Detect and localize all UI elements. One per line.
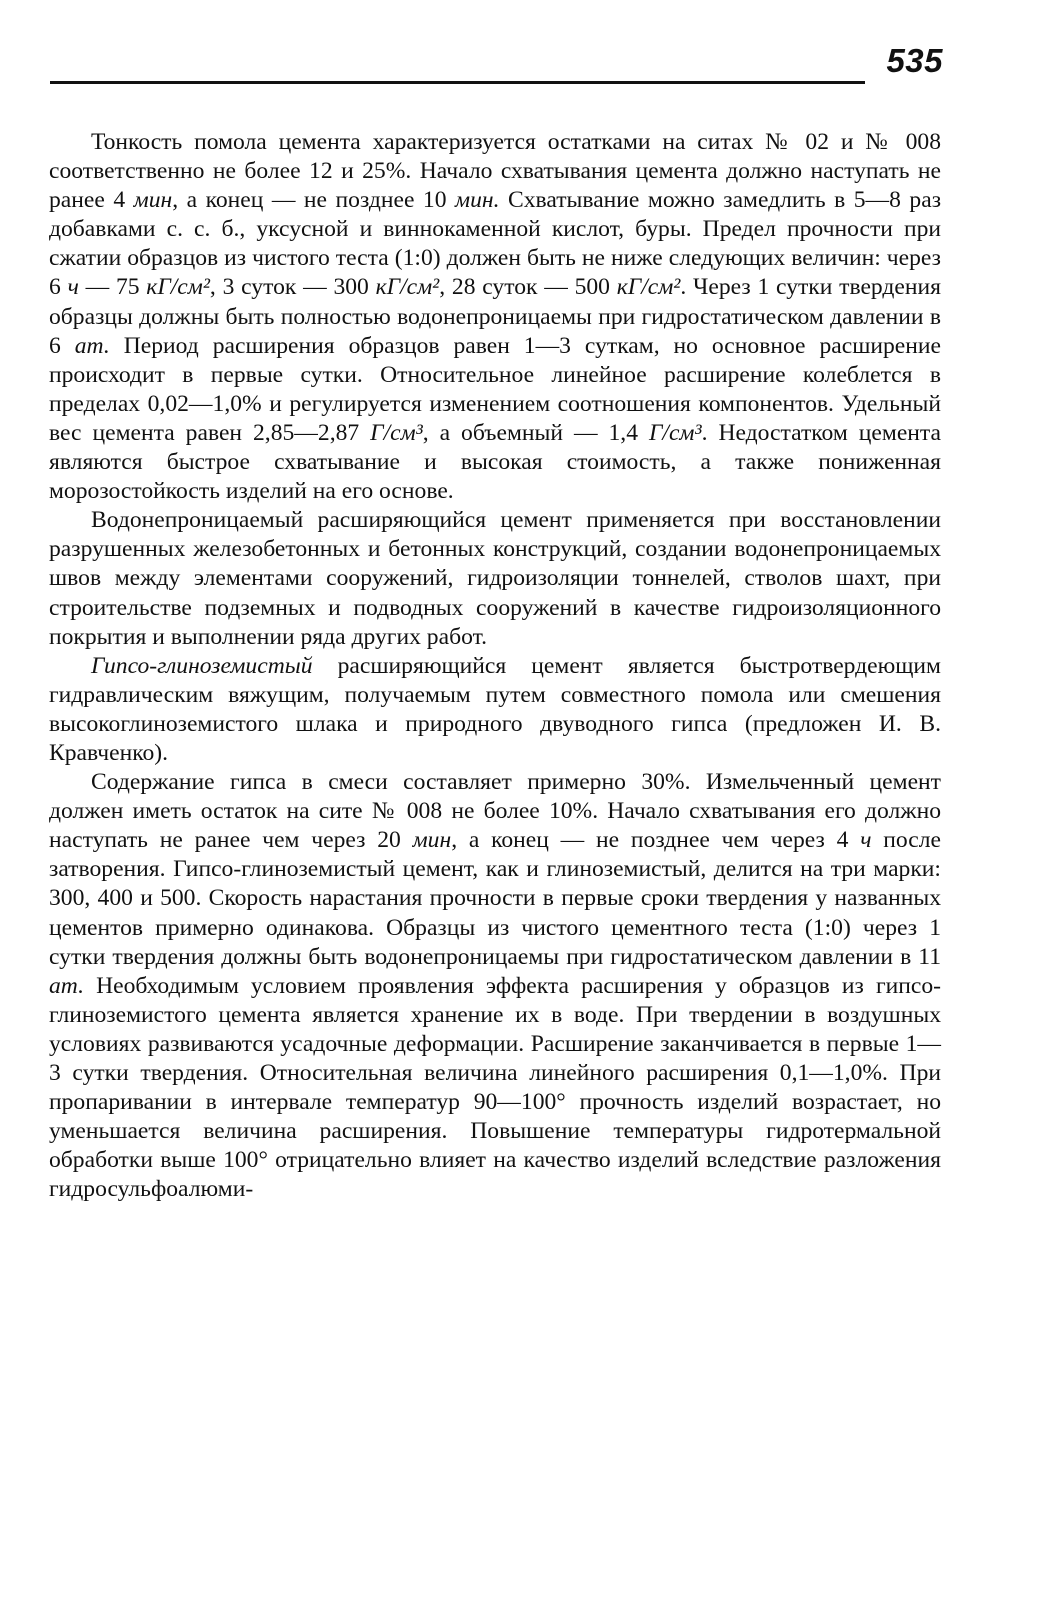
text-run: , а конец — не позднее 10 — [172, 187, 456, 214]
body-text — [49, 128, 941, 1204]
text-run: после затворения. Гипсо-глиноземистый цемент, как и глиноземистый, делится на три марки: 300, 400 и 500. Скорость нарастания прочности в первые сроки твердения у названных цементов примерно одинакова. Образцы из чистого цементного теста (1:0) через 1 сутки твердения должны быть водонепроницаемы при гидростатическом давлении в 11 — [49, 827, 941, 970]
italic-text-run: Г/см³ — [370, 419, 423, 446]
text-run: Тонкость помола цемента характеризуется остатками на ситах № 02 и № 008 соответственно не более 12 и 25%. Начало схватывания цемента должно наступать не ранее 4 — [49, 129, 941, 214]
paragraph — [49, 506, 941, 651]
italic-text-run: мин. — [455, 187, 500, 214]
italic-text-run: мин — [412, 827, 452, 854]
italic-text-run: кГ/см² — [375, 274, 440, 301]
text-run: . Через 1 сутки твердения образцы должны быть полностью водонепроницаемы при гидростатическом давлении в 6 — [49, 274, 942, 359]
text-run: , 3 суток — 300 — [209, 274, 376, 301]
italic-text-run: ат. — [49, 972, 85, 999]
italic-text-run: мин — [133, 187, 173, 214]
text-run: Период расширения образцов равен 1—3 суткам, но основное расширение происходит в первые сутки. Относительное линейное расширение колеблется в пределах 0,02—1,0% и регулируется изменением соотношения компонентов. Удельный вес цемента равен 2,85—2,87 — [49, 332, 941, 446]
paragraph — [49, 128, 941, 506]
italic-text-run: ч — [860, 827, 872, 854]
text-run: Водонепроницаемый расширяющийся цемент применяется при восстановлении разрушенных железобетонных и бетонных конструкций, создании водонепроницаемых швов между элементами сооружений, гидроизоляции тоннелей, стволов шахт, при строительстве подземных и подводных сооружений в качестве гидроизоляционного покрытия и выполнении ряда других работ. — [49, 507, 941, 650]
italic-text-run: ат. — [74, 332, 110, 359]
italic-text-run: ч — [67, 274, 79, 301]
text-run: , а объемный — 1,4 — [422, 419, 649, 446]
text-run: , 28 суток — 500 — [439, 274, 617, 301]
text-run: Необходимым условием проявления эффекта расширения у образцов из гипсо-глиноземистого цемента является хранение их в воде. При твердении в воздушных условиях развиваются усадочные деформации. Расширение заканчивается в первые 1—3 сутки твердения. Относительная величина линейного расширения 0,1—1,0%. При пропаривании в интервале температур 90—100° прочность изделий возрастает, но уменьшается величина расширения. Повышение температуры гидротермальной обработки выше 100° отрицательно влияет на качество изделий вследствие разложения гидросульфоалюми- — [49, 972, 941, 1203]
text-run: Схватывание можно замедлить в 5—8 раз добавками с. с. б., уксусной и виннокаменной кислот, буры. Предел прочности при сжатии образцов из чистого теста (1:0) должен быть не ниже следующих величин: через 6 — [49, 187, 942, 301]
text-run: . Недостатком цемента являются быстрое схватывание и высокая стоимость, а также пониженная морозостойкость изделий на его основе. — [49, 419, 941, 505]
text-run: Содержание гипса в смеси составляет примерно 30%. Измельченный цемент должен иметь остаток на сите № 008 не более 10%. Начало схватывания его должно наступать не ранее чем через 20 — [49, 769, 941, 854]
paragraph — [49, 652, 941, 768]
paragraph — [49, 768, 941, 1204]
text-run: — 75 — [78, 274, 147, 301]
page-header — [50, 40, 945, 90]
italic-text-run: Гипсо-глиноземистый — [91, 652, 313, 679]
italic-text-run: кГ/см² — [146, 274, 210, 301]
header-rule — [50, 81, 865, 84]
text-run: расширяющийся цемент является быстротвердеющим гидравлическим вяжущим, получаемым путем совместного помола или смешения высокоглиноземистого шлака и природного двуводного гипса (предложен И. В. Кравченко). — [49, 652, 941, 766]
page-number: 535 — [886, 42, 943, 79]
italic-text-run: Г/см³ — [648, 419, 702, 446]
italic-text-run: кГ/см² — [616, 274, 681, 301]
text-run: , а конец — не позднее чем через 4 — [451, 827, 861, 854]
